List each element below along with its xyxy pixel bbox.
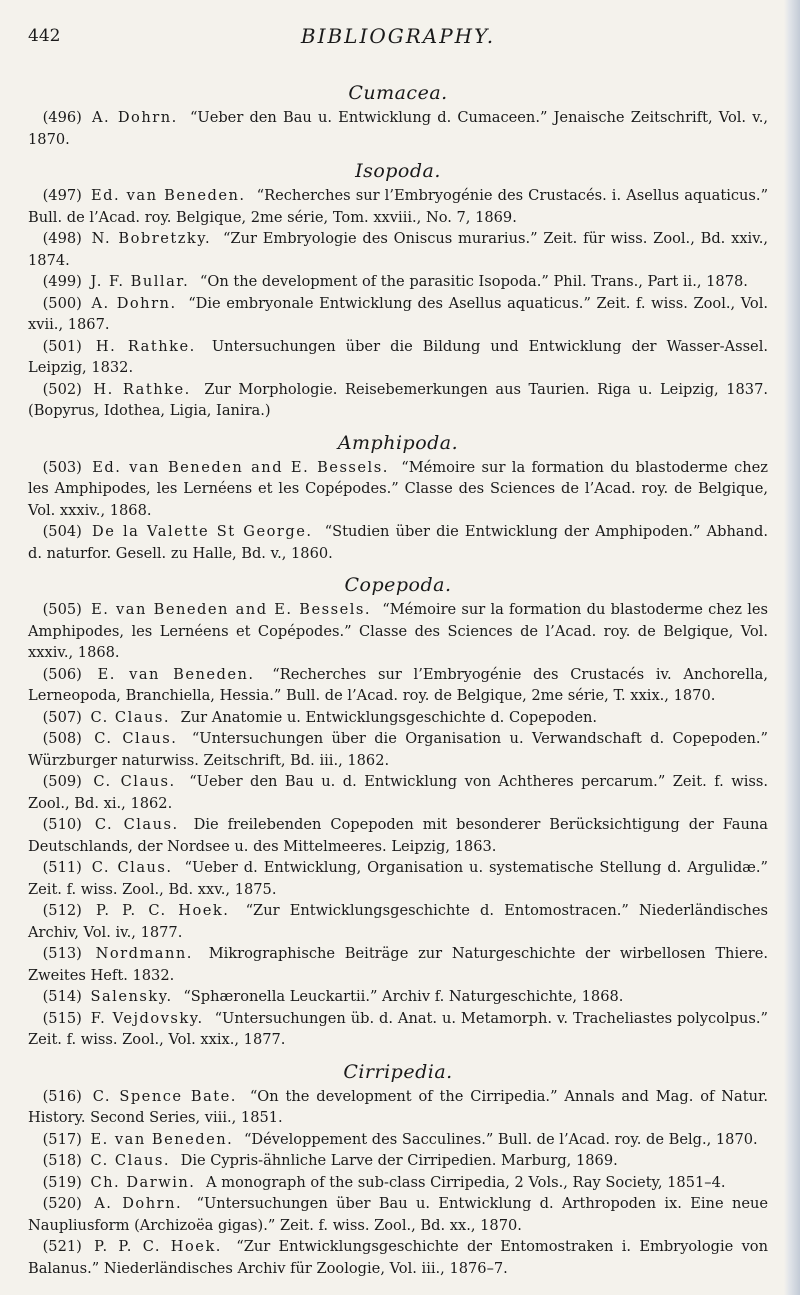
reference-author: C. Spence Bate. [92, 1087, 237, 1105]
reference-entry [28, 379, 768, 422]
reference-text: Die Cypris-ähnliche Larve der Cirripedien. Marburg, 1869. [180, 1152, 618, 1169]
reference-text: “Recherches sur l’Embryogénie des Crustacés. i. Asellus aquaticus.” Bull. de l’Acad. roy. Belgique, 2me série, Tom. xxviii., No. 7, 1869. [28, 187, 769, 226]
reference-number: (508) [42, 730, 82, 747]
section-heading: Cumacea. [348, 82, 448, 104]
reference-number: (520) [42, 1195, 82, 1212]
reference-text: “Recherches sur l’Embryogénie des Crustacés iv. Anchorella, Lerneopoda, Branchiella, Hessia.” Bull. de l’Acad. roy. de Belgique, 2me série, T. xxix., 1870. [28, 665, 768, 704]
reference-text: “Die embryonale Entwicklung des Asellus aquaticus.” Zeit. f. wiss. Zool., Vol. xvii., 1867. [28, 294, 769, 333]
reference-entry [28, 599, 768, 664]
reference-text: “Ueber den Bau u. Entwicklung d. Cumaceen.” Jenaische Zeitschrift, Vol. v., 1870. [28, 109, 769, 148]
reference-author: C. Claus. [93, 773, 176, 790]
reference-text: “Sphæronella Leuckartii.” Archiv f. Naturgeschichte, 1868. [183, 988, 624, 1005]
reference-entry [28, 228, 768, 271]
reference-text: “Untersuchungen über die Organisation u. Verwandschaft d. Copepoden.” Würzburger naturwiss. Zeitschrift, Bd. iii., 1862. [28, 730, 768, 769]
reference-entry [28, 185, 768, 228]
reference-entry [28, 1008, 768, 1051]
reference-text: “Mémoire sur la formation du blastoderme chez les Amphipodes, les Lernéens et les Copépodes.” Classe des Sciences de l’Acad. roy. de Belgique, Vol. xxxiv., 1868. [28, 458, 768, 519]
reference-number: (519) [42, 1173, 82, 1191]
bibliography-content [28, 82, 768, 1279]
reference-text: “Ueber den Bau u. d. Entwicklung von Achtheres percarum.” Zeit. f. wiss. Zool., Bd. xi., 1862. [28, 773, 768, 812]
reference-author: E. van Beneden. [97, 665, 255, 683]
reference-text: “Développement des Sacculines.” Bull. de l’Acad. roy. de Belg., 1870. [243, 1130, 758, 1148]
section-heading: Copepoda. [344, 574, 452, 596]
page-number: 442 [28, 26, 61, 46]
reference-author: H. Rathke. [93, 380, 191, 398]
reference-entry [28, 943, 768, 986]
reference-entry [28, 1129, 768, 1151]
reference-number: (501) [42, 337, 82, 355]
reference-text: “Zur Embryologie des Oniscus murarius.” Zeit. für wiss. Zool., Bd. xxiv., 1874. [28, 230, 769, 269]
reference-author: N. Bobretzky. [91, 230, 212, 247]
reference-entry [28, 857, 768, 900]
reference-entry [28, 986, 768, 1008]
reference-author: C. Claus. [90, 708, 170, 726]
reference-entry [28, 107, 768, 150]
reference-entry [28, 771, 768, 814]
reference-author: C. Claus. [91, 859, 173, 876]
reference-author: Nordmann. [95, 945, 193, 962]
reference-number: (514) [42, 988, 82, 1005]
reference-author: A. Dohrn. [91, 294, 177, 312]
reference-text: “On the development of the Cirripedia.” Annals and Mag. of Natur. History. Second Series, viii., 1851. [28, 1087, 768, 1126]
reference-author: Ed. van Beneden and E. Bessels. [92, 458, 389, 476]
reference-number: (510) [42, 816, 82, 833]
reference-number: (506) [42, 665, 82, 683]
reference-text: “Zur Entwicklungsgeschichte der Entomostraken i. Embryologie von Balanus.” Niederländisches Archiv für Zoologie, Vol. iii., 1876–7. [28, 1238, 768, 1277]
reference-author: Ed. van Beneden. [90, 187, 246, 204]
reference-text: “Studien über die Entwicklung der Amphipoden.” Abhand. d. naturfor. Gesell. zu Halle, Bd. v., 1860. [28, 523, 769, 562]
reference-text: Die freilebenden Copepoden mit besonderer Berücksichtigung der Fauna Deutschlands, der Nordsee u. des Mittelmeeres. Leipzig, 1863. [28, 816, 769, 855]
reference-author: A. Dohrn. [94, 1195, 183, 1212]
reference-text: “On the development of the parasitic Isopoda.” Phil. Trans., Part ii., 1878. [199, 273, 748, 290]
reference-entry [28, 664, 768, 707]
reference-text: “Untersuchungen über Bau u. Entwicklung d. Arthropoden ix. Eine neue Naupliusform (Archizoëa gigas).” Zeit. f. wiss. Zool., Bd. xx., 1870. [28, 1195, 769, 1234]
reference-author: C. Claus. [94, 816, 179, 833]
page-header [28, 12, 768, 52]
reference-number: (515) [42, 1009, 82, 1027]
section-heading: Amphipoda. [337, 431, 459, 454]
reference-entry [28, 707, 768, 729]
page-edge [784, 0, 800, 1295]
section-heading: Isopoda. [355, 160, 441, 182]
reference-author: E. van Beneden and E. Bessels. [91, 601, 372, 618]
reference-entry [28, 900, 768, 943]
reference-entry [28, 336, 768, 379]
reference-number: (521) [42, 1238, 82, 1255]
reference-entry [28, 521, 768, 564]
reference-entry [28, 1193, 768, 1236]
book-page [28, 12, 768, 1279]
reference-entry [28, 1150, 768, 1172]
reference-entry [28, 1172, 768, 1194]
reference-text: Zur Morphologie. Reisebemerkungen aus Taurien. Riga u. Leipzig, 1837. (Bopyrus, Idothea, Ligia, Ianira.) [28, 380, 769, 419]
reference-text: “Untersuchungen üb. d. Anat. u. Metamorph. v. Tracheliastes polycolpus.” Zeit. f. wiss. Zool., Vol. xxix., 1877. [28, 1009, 768, 1048]
reference-author: Ch. Darwin. [90, 1173, 196, 1191]
reference-author: Salensky. [90, 988, 173, 1005]
reference-text: Untersuchungen über die Bildung und Entwicklung der Wasser-Assel. Leipzig, 1832. [28, 337, 768, 376]
reference-number: (513) [42, 945, 82, 962]
reference-number: (516) [42, 1087, 82, 1105]
reference-number: (499) [42, 273, 82, 290]
reference-author: E. van Beneden. [90, 1130, 234, 1148]
reference-entry [28, 814, 768, 857]
reference-number: (507) [42, 708, 82, 726]
reference-number: (502) [42, 380, 82, 398]
reference-author: De la Valette St George. [92, 523, 313, 540]
reference-text: Mikrographische Beiträge zur Naturgeschichte der wirbellosen Thiere. Zweites Heft. 1832. [28, 945, 769, 984]
reference-text: “Zur Entwicklungsgeschichte d. Entomostracen.” Niederländisches Archiv, Vol. iv., 1877. [28, 902, 769, 941]
reference-number: (512) [42, 902, 82, 919]
section-heading: Cirripedia. [343, 1060, 453, 1083]
reference-author: P. P. C. Hoek. [96, 902, 230, 919]
reference-author: F. Vejdovsky. [90, 1009, 204, 1027]
reference-entry [28, 1086, 768, 1129]
reference-author: C. Claus. [94, 730, 178, 747]
reference-text: “Mémoire sur la formation du blastoderme chez les Amphipodes, les Lernéens et Copépodes.” Classe des Sciences de l’Acad. roy. de Belgique, Vol. xxxiv., 1868. [28, 601, 768, 661]
reference-author: H. Rathke. [95, 337, 196, 355]
reference-entry [28, 1236, 768, 1279]
reference-text: A monograph of the sub-class Cirripedia, 2 Vols., Ray Society, 1851–4. [206, 1173, 726, 1191]
reference-entry [28, 293, 768, 336]
reference-author: A. Dohrn. [92, 109, 178, 126]
reference-entry [28, 271, 768, 293]
reference-text: Zur Anatomie u. Entwicklungsgeschichte d. Copepoden. [180, 708, 598, 726]
reference-entry [28, 457, 768, 522]
reference-number: (498) [42, 230, 82, 247]
reference-number: (517) [42, 1130, 82, 1148]
reference-number: (504) [42, 523, 82, 540]
running-title: BIBLIOGRAPHY. [300, 24, 496, 48]
reference-author: J. F. Bullar. [90, 273, 190, 290]
reference-number: (511) [42, 859, 82, 876]
reference-number: (505) [42, 601, 82, 618]
reference-author: C. Claus. [90, 1152, 170, 1169]
reference-text: “Ueber d. Entwicklung, Organisation u. systematische Stellung d. Argulidæ.” Zeit. f. wiss. Zool., Bd. xxv., 1875. [28, 859, 768, 898]
reference-author: P. P. C. Hoek. [94, 1238, 222, 1255]
reference-number: (509) [42, 773, 82, 790]
reference-number: (503) [42, 458, 82, 476]
reference-number: (496) [42, 109, 82, 126]
reference-number: (518) [42, 1152, 82, 1169]
reference-number: (500) [42, 294, 82, 312]
reference-entry [28, 728, 768, 771]
reference-number: (497) [42, 187, 82, 204]
